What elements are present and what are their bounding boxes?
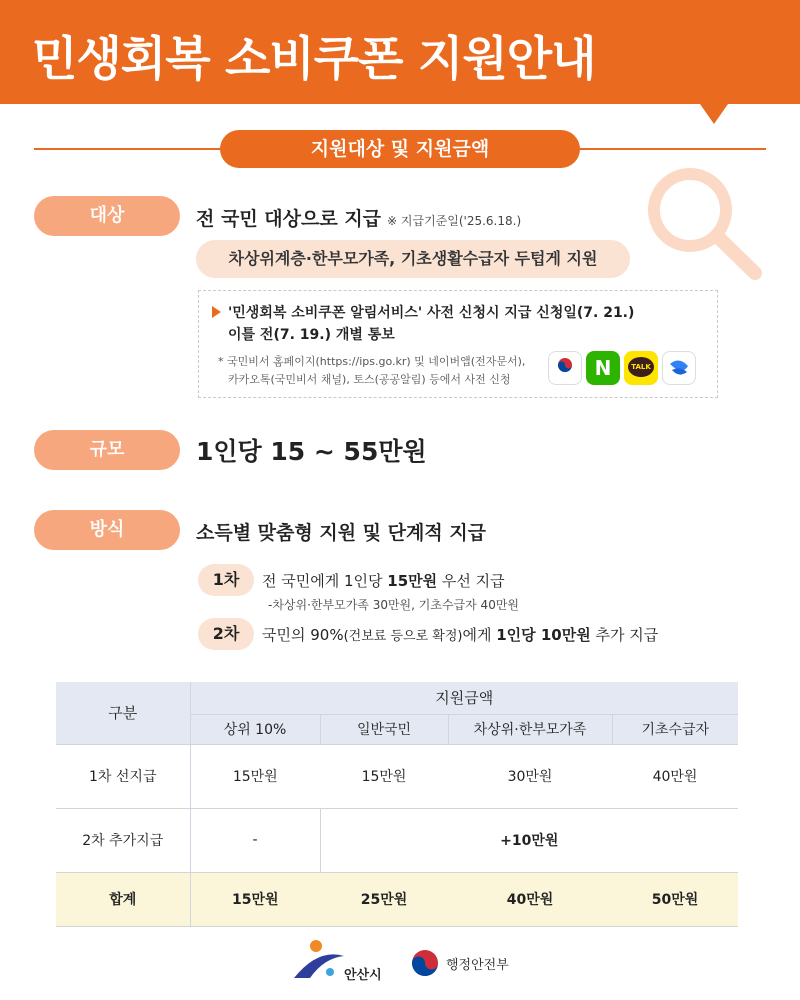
support-highlight: 차상위계층·한부모가족, 기초생활수급자 두텁게 지원	[196, 240, 630, 278]
ansan-emblem-icon	[290, 938, 350, 984]
round2-amount: 1인당 10만원	[496, 626, 591, 644]
table-cell: 15만원	[190, 872, 320, 926]
table-row	[56, 808, 738, 872]
round2-badge: 2차	[198, 618, 254, 650]
table-cell: 50만원	[612, 872, 738, 926]
kakaotalk-label: TALK	[628, 357, 654, 377]
table-row-total	[56, 872, 738, 926]
support-amount-table	[56, 682, 738, 927]
ansan-logo	[290, 938, 382, 988]
ministry-name: 행정안전부	[446, 958, 509, 973]
kakaotalk-icon	[624, 351, 658, 385]
table-cell: 15만원	[320, 744, 448, 808]
page-title: 민생회복 소비쿠폰 지원안내	[32, 32, 596, 87]
round1-post: 우선 지급	[437, 572, 505, 590]
table-header-category: 구분	[56, 682, 190, 744]
round1-badge: 1차	[198, 564, 254, 596]
table-cell: -	[190, 808, 320, 872]
round1-pre: 전 국민에게 1인당	[262, 572, 388, 590]
round1-amount: 15만원	[387, 572, 438, 590]
table-cell: +10만원	[320, 808, 738, 872]
scale-label: 규모	[34, 430, 180, 470]
table-subheader-near-poor: 차상위·한부모가족	[448, 714, 612, 744]
triangle-bullet-icon	[212, 306, 221, 318]
round2-paren: (건보료 등으로 확정)	[343, 629, 463, 644]
footnote-line-2: 카카오톡(국민비서 채널), 토스(공공알림) 등에서 사전 신청	[228, 373, 511, 386]
round2-text	[262, 624, 658, 645]
toss-icon	[662, 351, 696, 385]
banner-tail	[700, 104, 728, 124]
target-headline	[196, 204, 521, 231]
section-divider-left	[34, 148, 224, 150]
taegeuk-icon	[410, 948, 440, 978]
round2-mid: 에게	[462, 626, 497, 644]
target-headline-text: 전 국민 대상으로 지급	[196, 208, 382, 230]
ansan-city-name: 안산시	[344, 968, 382, 983]
ministry-logo	[410, 948, 509, 982]
title-banner	[0, 0, 800, 104]
round1-text	[262, 570, 505, 591]
row-label: 합계	[56, 872, 190, 926]
table-cell: 40만원	[448, 872, 612, 926]
magnifier-icon	[640, 165, 770, 285]
table-subheader-basic: 기초수급자	[612, 714, 738, 744]
row-label: 1차 선지급	[56, 744, 190, 808]
section-divider-right	[576, 148, 766, 150]
round1-sub: -차상위·한부모가족 30만원, 기초수급자 40만원	[268, 598, 520, 612]
row-label: 2차 추가지급	[56, 808, 190, 872]
footnote-line-1: * 국민비서 홈페이지(https://ips.go.kr) 및 네이버앱(전자문서),	[218, 355, 526, 368]
method-headline: 소득별 맞춤형 지원 및 단계적 지급	[196, 522, 487, 544]
gov-secretary-icon	[548, 351, 582, 385]
alert-line-2: 이틀 전(7. 19.) 개별 통보	[228, 327, 395, 343]
table-cell: 25만원	[320, 872, 448, 926]
table-cell: 40만원	[612, 744, 738, 808]
method-label: 방식	[34, 510, 180, 550]
scale-headline: 1인당 15 ~ 55만원	[196, 437, 427, 466]
alert-line-1: '민생회복 소비쿠폰 알림서비스' 사전 신청시 지급 신청일(7. 21.)	[228, 305, 635, 321]
table-cell: 30만원	[448, 744, 612, 808]
round2-post: 추가 지급	[590, 626, 659, 644]
naver-icon: N	[586, 351, 620, 385]
table-row	[56, 744, 738, 808]
table-subheader-general: 일반국민	[320, 714, 448, 744]
section-title: 지원대상 및 지원금액	[220, 130, 580, 168]
table-header-amount: 지원금액	[190, 682, 738, 714]
target-note: ※ 지급기준일('25.6.18.)	[387, 214, 522, 228]
round2-pre: 국민의 90%	[262, 626, 344, 644]
table-cell: 15만원	[190, 744, 320, 808]
table-subheader-top10: 상위 10%	[190, 714, 320, 744]
target-label: 대상	[34, 196, 180, 236]
